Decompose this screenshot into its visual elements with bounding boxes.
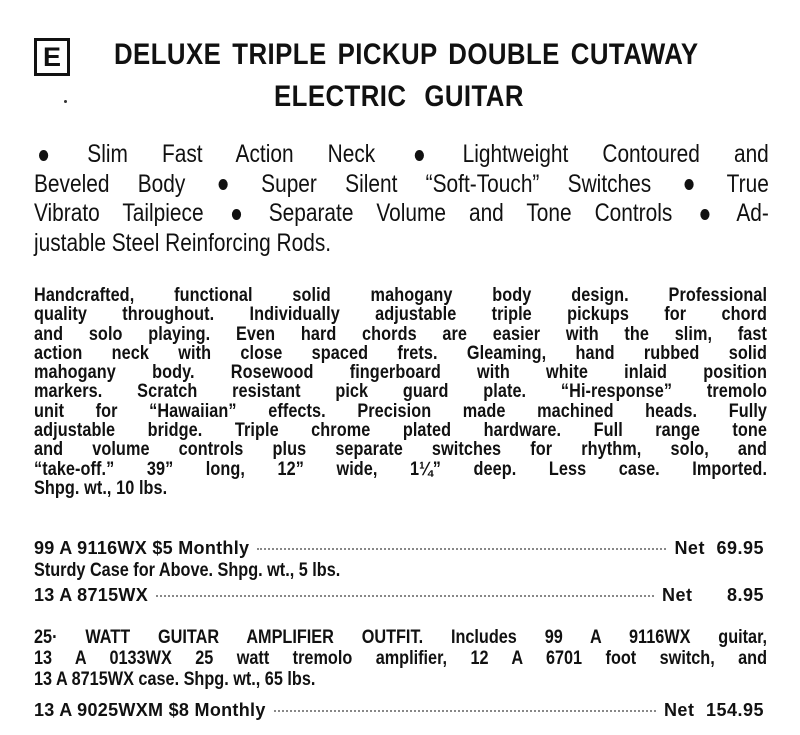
- description-line: unit for “Hawaiian” effects. Precision made machined heads. Fully: [34, 399, 768, 422]
- amplifier-price: Net 154.95: [663, 700, 764, 720]
- case-catalog-number: 13 A 8715WX: [34, 585, 149, 605]
- bullet-icon: [39, 150, 48, 161]
- feature-line: [34, 229, 769, 259]
- description-line: and solo playing. Even hard chords are easier with the slim, fast: [34, 322, 768, 345]
- dot-leader: [257, 548, 666, 550]
- feature-text: Lightweight Contoured and: [462, 140, 769, 168]
- bullet-icon: [685, 179, 694, 190]
- amplifier-price-row: [34, 700, 764, 720]
- amplifier-catalog-number: 13 A 9025WXM $8 Monthly: [34, 700, 266, 720]
- feature-text: Super Silent “Soft-Touch” Switches: [261, 169, 652, 198]
- amplifier-outfit-description: [34, 627, 767, 690]
- product-description: [34, 286, 767, 498]
- bullet-icon: [700, 209, 709, 220]
- guitar-catalog-number: 99 A 9116WX $5 Monthly: [34, 538, 250, 558]
- print-speck: [64, 100, 67, 103]
- case-price: Net 8.95: [661, 585, 764, 605]
- bullet-icon: [232, 209, 241, 220]
- dot-leader: [274, 710, 656, 712]
- feature-text: justable Steel Reinforcing Rods.: [34, 228, 332, 257]
- title-line-2: ELECTRIC GUITAR: [274, 80, 524, 113]
- feature-line: [34, 199, 769, 229]
- dot-leader: [156, 595, 654, 597]
- description-line: Handcrafted, functional solid mahogany body design. Professional: [34, 284, 768, 306]
- amplifier-line: 25· WATT GUITAR AMPLIFIER OUTFIT. Includes 99 A 9116WX guitar,: [34, 626, 768, 648]
- title-line-1: DELUXE TRIPLE PICKUP DOUBLE CUTAWAY: [114, 38, 699, 71]
- description-line: “take-off.” 39” long, 12” wide, 1¼” deep. Less case. Imported.: [34, 457, 768, 480]
- guitar-price: Net 69.95: [674, 538, 764, 558]
- description-line: mahogany body. Rosewood fingerboard with white inlaid position: [34, 361, 768, 384]
- feature-text: Beveled Body: [34, 169, 186, 198]
- amplifier-line: 13 A 0133WX 25 watt tremolo amplifier, 12 A 6701 foot switch, and: [34, 647, 768, 669]
- case-description: Sturdy Case for Above. Shpg. wt., 5 lbs.: [34, 559, 341, 581]
- feature-text: Ad-: [736, 199, 769, 227]
- feature-text: Separate Volume and Tone Controls: [268, 199, 673, 227]
- section-letter-box: E: [34, 38, 70, 76]
- feature-text: True: [726, 169, 769, 198]
- description-line: adjustable bridge. Triple chrome plated hardware. Full range tone: [34, 419, 768, 442]
- guitar-price-row: [34, 538, 764, 558]
- bullet-icon: [219, 179, 228, 190]
- feature-list: [34, 140, 769, 258]
- feature-text: Slim Fast Action Neck: [87, 140, 376, 168]
- feature-line: [34, 140, 769, 170]
- description-line: and volume controls plus separate switches for rhythm, solo, and: [34, 438, 768, 461]
- description-line: markers. Scratch resistant pick guard plate. “Hi-response” tremolo: [34, 380, 768, 403]
- case-price-row: [34, 585, 764, 605]
- feature-text: Vibrato Tailpiece: [34, 199, 204, 227]
- description-line: Shpg. wt., 10 lbs.: [34, 476, 168, 499]
- bullet-icon: [414, 150, 423, 161]
- amplifier-line: 13 A 8715WX case. Shpg. wt., 65 lbs.: [34, 668, 316, 690]
- description-line: quality throughout. Individually adjustable triple pickups for chord: [34, 303, 768, 326]
- description-line: action neck with close spaced frets. Gleaming, hand rubbed solid: [34, 341, 768, 364]
- feature-line: [34, 170, 769, 200]
